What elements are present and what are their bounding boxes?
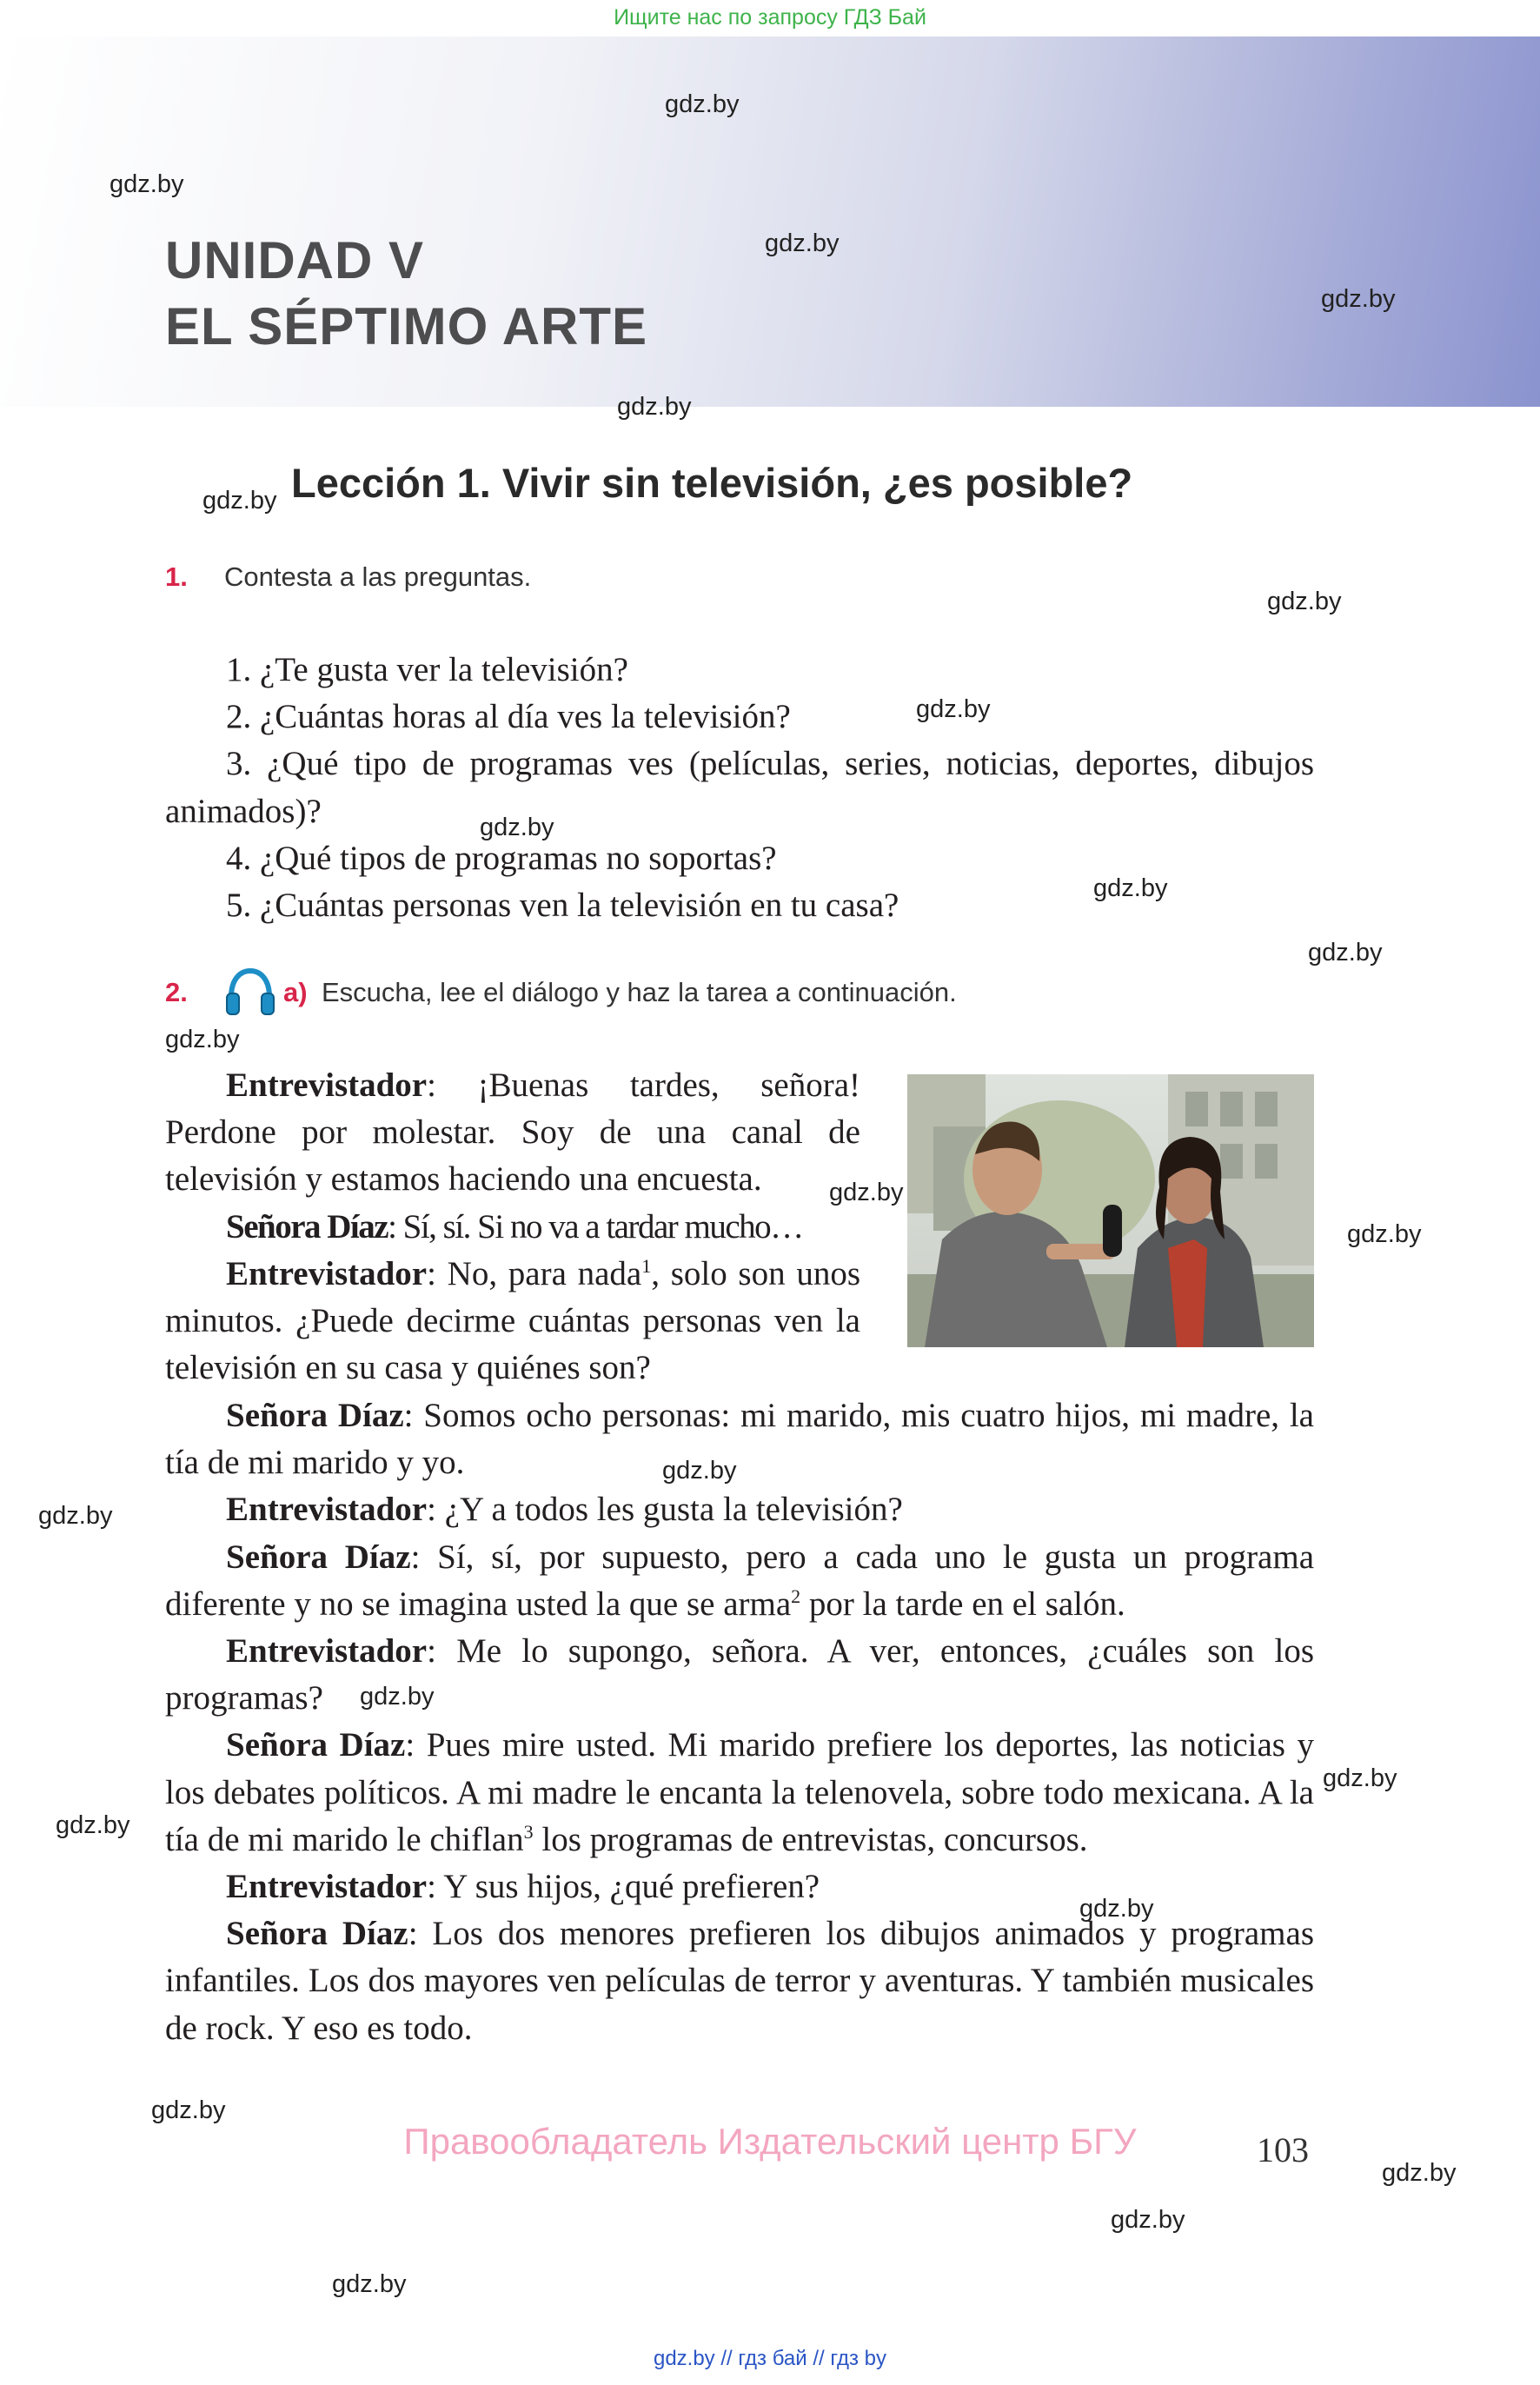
watermark: gdz.by: [56, 1811, 130, 1839]
watermark: gdz.by: [829, 1179, 904, 1206]
speaker-name: Entrevistador: [226, 1868, 428, 1906]
bottom-note: gdz.by // гдз бай // гдз by: [653, 2347, 887, 2370]
speaker-name: Entrevistador: [226, 1491, 428, 1529]
speaker-name: Señora Díaz: [226, 1397, 404, 1434]
unit-number: UNIDAD V: [165, 231, 425, 289]
watermark: gdz.by: [1323, 1764, 1397, 1792]
watermark: gdz.by: [765, 229, 840, 257]
lesson-title: Lección 1. Vivir sin televisión, ¿es posible?: [291, 460, 1133, 506]
exercise-2-instruction: Escucha, lee el diálogo y haz la tarea a continuación.: [322, 977, 957, 1007]
watermark: gdz.by: [480, 814, 554, 841]
speaker-name: Entrevistador: [226, 1254, 428, 1292]
footnote-marker: 2: [791, 1584, 801, 1607]
dialog-line: [165, 1251, 860, 1392]
question-item: 2. ¿Cuántas horas al día ves la televisión?: [226, 698, 791, 736]
watermark: gdz.by: [110, 170, 184, 198]
dialog-line: [165, 1486, 1314, 1533]
watermark: gdz.by: [332, 2270, 407, 2298]
watermark: gdz.by: [916, 695, 991, 723]
dialog-text: : ¿Y a todos les gusta la televisión?: [427, 1491, 903, 1529]
watermark: gdz.by: [1111, 2206, 1185, 2234]
dialog-line: [165, 1722, 1314, 1863]
dialog-text: : Somos ocho personas: mi marido, mis cuatro hijos, mi madre, la tía de mi marido y yo.: [165, 1397, 1314, 1482]
dialog-text: : Los dos menores prefieren los dibujos animados y programas infantiles. Los dos mayores ven películas de terror y aventuras. Y también musicales de rock. Y eso es todo.: [165, 1915, 1315, 2047]
dialog-text: , solo son unos minutos. ¿Puede decirme cuántas personas ven la televisión en su casa y quiénes son?: [165, 1254, 860, 1387]
exercise-2-number: 2.: [165, 977, 188, 1007]
speaker-name: Señora Díaz: [226, 1915, 408, 1953]
dialog-line: [165, 1392, 1314, 1486]
exercise-1-number: 1.: [165, 561, 188, 592]
footnote-marker: 3: [523, 1820, 534, 1843]
speaker-name: Señora Díaz: [226, 1207, 388, 1246]
exercise-1-instruction: Contesta a las preguntas.: [224, 561, 532, 592]
dialog-text: : Pues mire usted. Mi marido prefiere los deportes, las noticias y los debates políticos. A mi madre le encanta la telenovela, sobre todo mexicana. A la tía de mi marido le chiflan: [165, 1726, 1315, 1858]
page-number: 103: [1257, 2130, 1309, 2169]
dialog-text: por la tarde en el salón.: [800, 1584, 1125, 1623]
dialog-text: : ¡Buenas tardes, señora! Perdone por molestar. Soy de una canal de televisión y estamos haciendo una encuesta.: [165, 1066, 860, 1199]
watermark: gdz.by: [1321, 285, 1396, 313]
dialog-line: [165, 1628, 1314, 1722]
question-item: 3. ¿Qué tipo de programas ves (películas, series, noticias, deportes, dibujos animados)?: [165, 745, 1314, 830]
question-item: 4. ¿Qué tipos de programas no soportas?: [226, 839, 777, 877]
header-note: Ищите нас по запросу ГДЗ Бай: [614, 5, 926, 30]
dialog-text: : No, para nada: [427, 1254, 642, 1292]
question-item: 1. ¿Te gusta ver la televisión?: [226, 651, 628, 688]
watermark: gdz.by: [1079, 1895, 1154, 1923]
watermark: gdz.by: [151, 2096, 226, 2124]
watermark: gdz.by: [1267, 588, 1342, 615]
dialog-text: : Sí, sí. Si no va a tardar mucho…: [388, 1207, 803, 1246]
exercise-2-part: a): [283, 977, 308, 1007]
watermark: gdz.by: [617, 393, 692, 421]
dialog-text: : Me lo supongo, señora. A ver, entonces, ¿cuáles son los programas?: [165, 1632, 1314, 1717]
dialog-line: [165, 1534, 1314, 1628]
speaker-name: Entrevistador: [226, 1066, 428, 1104]
question-item: 5. ¿Cuántas personas ven la televisión en tu casa?: [226, 887, 899, 925]
watermark: gdz.by: [1382, 2159, 1457, 2187]
dialog-text: : Y sus hijos, ¿qué prefieren?: [427, 1868, 820, 1906]
interview-photo: [907, 1074, 1314, 1347]
watermark: gdz.by: [38, 1502, 113, 1530]
watermark: gdz.by: [1093, 874, 1168, 902]
dialog-column-wide: [165, 1392, 1314, 2052]
unit-name: EL SÉPTIMO ARTE: [165, 297, 648, 355]
footnote-marker: 1: [641, 1254, 652, 1277]
watermark: gdz.by: [1308, 939, 1383, 967]
watermark: gdz.by: [1347, 1220, 1422, 1248]
dialog-line: [165, 1910, 1314, 2052]
dialog-line: [165, 1204, 860, 1251]
unit-title: [165, 228, 647, 360]
dialog-text: los programas de entrevistas, concursos.: [533, 1820, 1088, 1858]
dialog-column-narrow: [165, 1062, 860, 1392]
watermark: gdz.by: [202, 487, 277, 515]
speaker-name: Señora Díaz: [226, 1538, 411, 1576]
watermark: gdz.by: [165, 1026, 240, 1053]
speaker-name: Entrevistador: [226, 1632, 428, 1671]
watermark: gdz.by: [662, 1457, 737, 1485]
speaker-name: Señora Díaz: [226, 1726, 406, 1764]
headphones-icon[interactable]: [224, 967, 276, 1016]
rights-holder-footer: Правообладатель Издательский центр БГУ: [403, 2121, 1137, 2162]
dialog-line: [165, 1062, 860, 1204]
watermark: gdz.by: [665, 90, 740, 118]
dialog-text: : Sí, sí, por supuesto, pero a cada uno le gusta un programa diferente y no se imagina usted la que se arma: [165, 1538, 1315, 1623]
watermark: gdz.by: [360, 1683, 435, 1711]
